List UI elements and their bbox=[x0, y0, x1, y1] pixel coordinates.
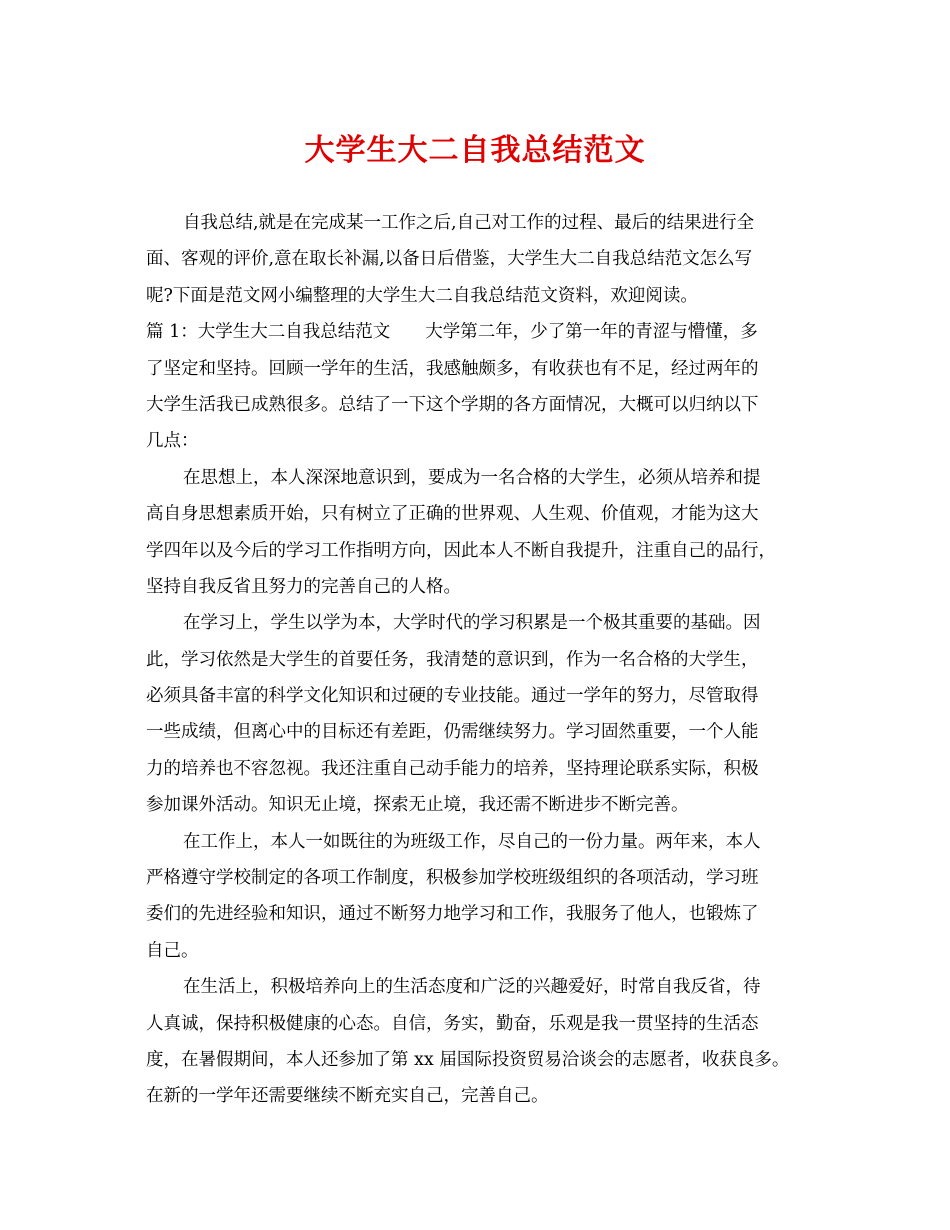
document-body bbox=[146, 205, 818, 1115]
text-line: 一些成绩，但离心中的目标还有差距，仍需继续努力。学习固然重要，一个人能 bbox=[146, 722, 759, 743]
text-line: 人真诚，保持积极健康的心态。自信，务实，勤奋，乐观是我一贯坚持的生活态 bbox=[146, 1013, 759, 1034]
text-line: 自我总结,就是在完成某一工作之后,自己对工作的过程、最后的结果进行全 bbox=[183, 213, 755, 233]
text-line: 必须具备丰富的科学文化知识和过硬的专业技能。通过一学年的努力，尽管取得 bbox=[146, 686, 759, 707]
text-line: 高自身思想素质开始，只有树立了正确的世界观、人生观、价值观，才能为这大 bbox=[146, 504, 759, 525]
text-line: 在生活上，积极培养向上的生活态度和广泛的兴趣爱好，时常自我反省，待 bbox=[183, 977, 761, 998]
text-line: 委们的先进经验和知识，通过不断努力地学习和工作，我服务了他人，也锻炼了 bbox=[146, 904, 759, 925]
text-line: 大学生活我已成熟很多。总结了一下这个学期的各方面情况，大概可以归纳以下 bbox=[146, 394, 759, 415]
text-line: 了坚定和坚持。回顾一学年的生活，我感触颇多，有收获也有不足，经过两年的 bbox=[146, 358, 759, 379]
text-line: 面、客观的评价,意在取长补漏,以备日后借鉴，大学生大二自我总结范文怎么写 bbox=[146, 249, 753, 270]
text-line: 自己。 bbox=[146, 940, 199, 961]
text-line: 学四年以及今后的学习工作指明方向，因此本人不断自我提升，注重自己的品行， bbox=[146, 540, 776, 561]
text-line: 严格遵守学校制定的各项工作制度，积极参加学校班级组织的各项活动，学习班 bbox=[146, 868, 759, 889]
text-line: 在学习上，学生以学为本，大学时代的学习积累是一个极其重要的基础。因 bbox=[183, 613, 761, 634]
text-line: 此，学习依然是大学生的首要任务，我清楚的意识到，作为一名合格的大学生， bbox=[146, 649, 759, 670]
text-line: 篇 1：大学生大二自我总结范文 大学第二年，少了第一年的青涩与懵懂，多 bbox=[146, 322, 758, 343]
text-line: 几点： bbox=[146, 431, 199, 452]
text-line: 在新的一学年还需要继续不断充实自己，完善自己。 bbox=[146, 1086, 549, 1107]
text-line: 度，在暑假期间，本人还参加了第 xx 届国际投资贸易洽谈会的志愿者，收获良多。 bbox=[146, 1049, 790, 1070]
text-line: 力的培养也不容忽视。我还注重自己动手能力的培养，坚持理论联系实际，积极 bbox=[146, 758, 759, 779]
text-line: 坚持自我反省且努力的完善自己的人格。 bbox=[146, 576, 461, 597]
text-line: 参加课外活动。知识无止境，探索无止境，我还需不断进步不断完善。 bbox=[146, 795, 689, 816]
text-line: 在思想上，本人深深地意识到，要成为一名合格的大学生，必须从培养和提 bbox=[183, 467, 761, 488]
document-title: 大学生大二自我总结范文 bbox=[304, 133, 646, 168]
text-line: 在工作上，本人一如既往的为班级工作，尽自己的一份力量。两年来，本人 bbox=[183, 831, 761, 852]
text-line: 呢?下面是范文网小编整理的大学生大二自我总结范文资料，欢迎阅读。 bbox=[146, 285, 698, 306]
